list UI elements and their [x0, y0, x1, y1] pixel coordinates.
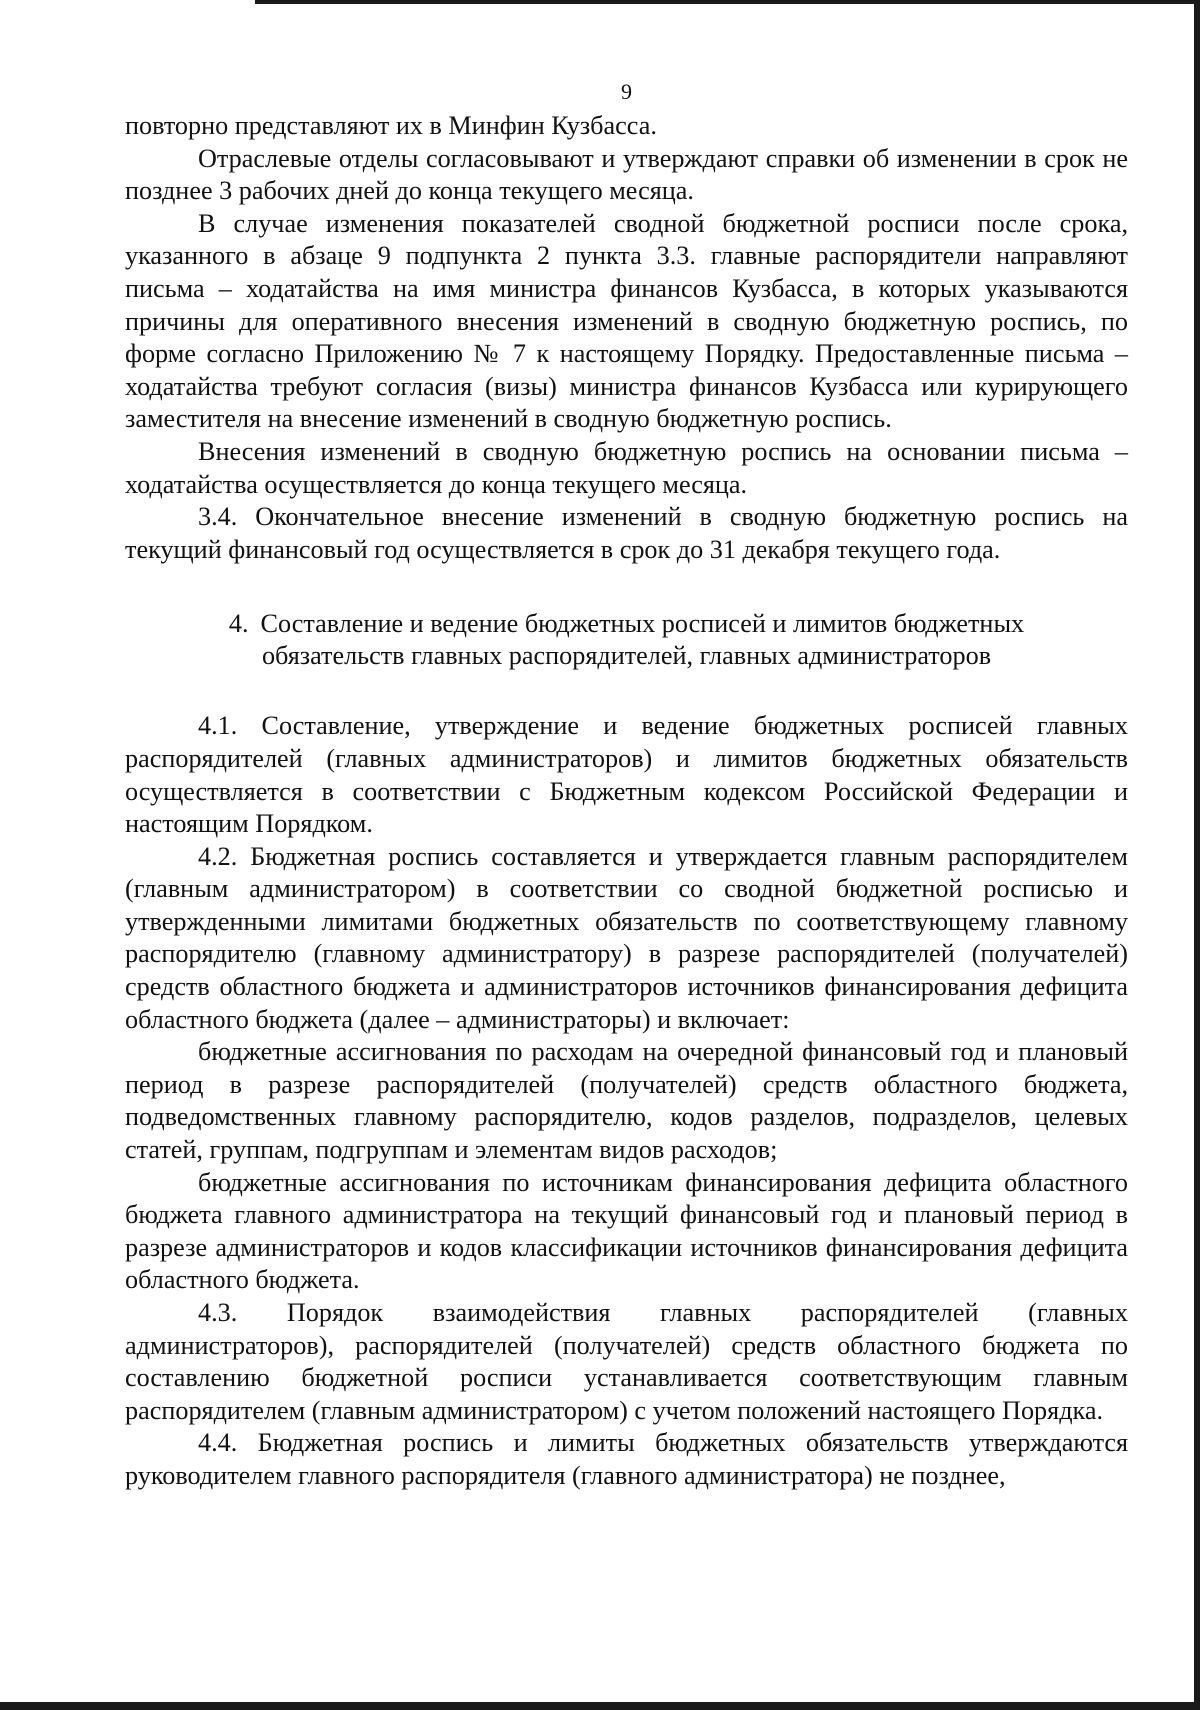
scan-edge-right [1194, 0, 1200, 1710]
paragraph-3-4: 3.4. Окончательное внесение изменений в сводную бюджетную роспись на текущий финансовый год осуществляется в срок до 31 декабря текущего года. [125, 502, 1128, 564]
section-heading-number: 4. [228, 609, 249, 639]
section-heading-4 [125, 608, 1128, 672]
section-heading-line-2: обязательств главных распорядителей, главных администраторов [261, 641, 992, 671]
scan-edge-bottom [0, 1702, 1200, 1710]
paragraph-4-2: 4.2. Бюджетная роспись составляется и утверждается главным распорядителем (главным администратором) в соответствии со сводной бюджетной росписью и утвержденными лимитами бюджетных обязательств по соответствующему главному распорядителю (главному администратору) в разрезе распорядителей (получателей) средств областного бюджета и администраторов источников финансирования дефицита областного бюджета (далее – администраторы) и включает: [125, 841, 1128, 1034]
paragraph-change-after-deadline: В случае изменения показателей сводной бюджетной росписи после срока, указанного в абзаце 9 подпункта 2 пункта 3.3. главные распорядители направляют письма – ходатайства на имя министра финансов Кузбасса, в которых указываются причины для оперативного внесения изменений в сводную бюджетную роспись, по форме согласно Приложению № 7 к настоящему Порядку. Предоставленные письма – ходатайства требуют согласия (визы) министра финансов Кузбасса или курирующего заместителя на внесение изменений в сводную бюджетную роспись. [125, 208, 1128, 434]
paragraph-4-4: 4.4. Бюджетная роспись и лимиты бюджетных обязательств утверждаются руководителем главного распорядителя (главного администратора) не позднее, [125, 1428, 1128, 1490]
section-heading-text-1: Составление и ведение бюджетных росписей и лимитов бюджетных [260, 609, 1025, 639]
section-heading-line-1 [125, 608, 1128, 640]
paragraph-expenditure-allocations: бюджетные ассигнования по расходам на очередной финансовый год и плановый период в разрезе распорядителей (получателей) средств областного бюджета, подведомственных главному распорядителю, кодов разделов, подразделов, целевых статей, группам, подгруппам и элементам видов расходов; [125, 1037, 1128, 1165]
document-page [125, 78, 1128, 1493]
paragraph-4-1: 4.1. Составление, утверждение и ведение бюджетных росписей главных распорядителей (главных администраторов) и лимитов бюджетных обязательств осуществляется в соответствии с Бюджетным кодексом Российской Федерации и настоящим Порядком. [125, 711, 1128, 839]
scan-edge-top [255, 0, 1195, 4]
paragraph-4-3: 4.3. Порядок взаимодействия главных распорядителей (главных администраторов), распорядителей (получателей) средств областного бюджета по составлению бюджетной росписи устанавливается соответствующим главным распорядителем (главным администратором) с учетом положений настоящего Порядка. [125, 1298, 1128, 1425]
paragraph-deficit-financing-allocations: бюджетные ассигнования по источникам финансирования дефицита областного бюджета главного администратора на текущий финансовый год и плановый период в разрезе администраторов и кодов классификации источников финансирования дефицита областного бюджета. [125, 1167, 1128, 1295]
paragraph-approval-deadline: Отраслевые отделы согласовывают и утверждают справки об изменении в срок не позднее 3 рабочих дней до конца текущего месяца. [125, 143, 1128, 206]
page-number: 9 [621, 79, 632, 104]
paragraph-letter-changes: Внесения изменений в сводную бюджетную роспись на основании письма – ходатайства осуществляется до конца текущего месяца. [125, 436, 1128, 499]
paragraph-continuation: повторно представляют их в Минфин Кузбасса. [125, 111, 657, 140]
